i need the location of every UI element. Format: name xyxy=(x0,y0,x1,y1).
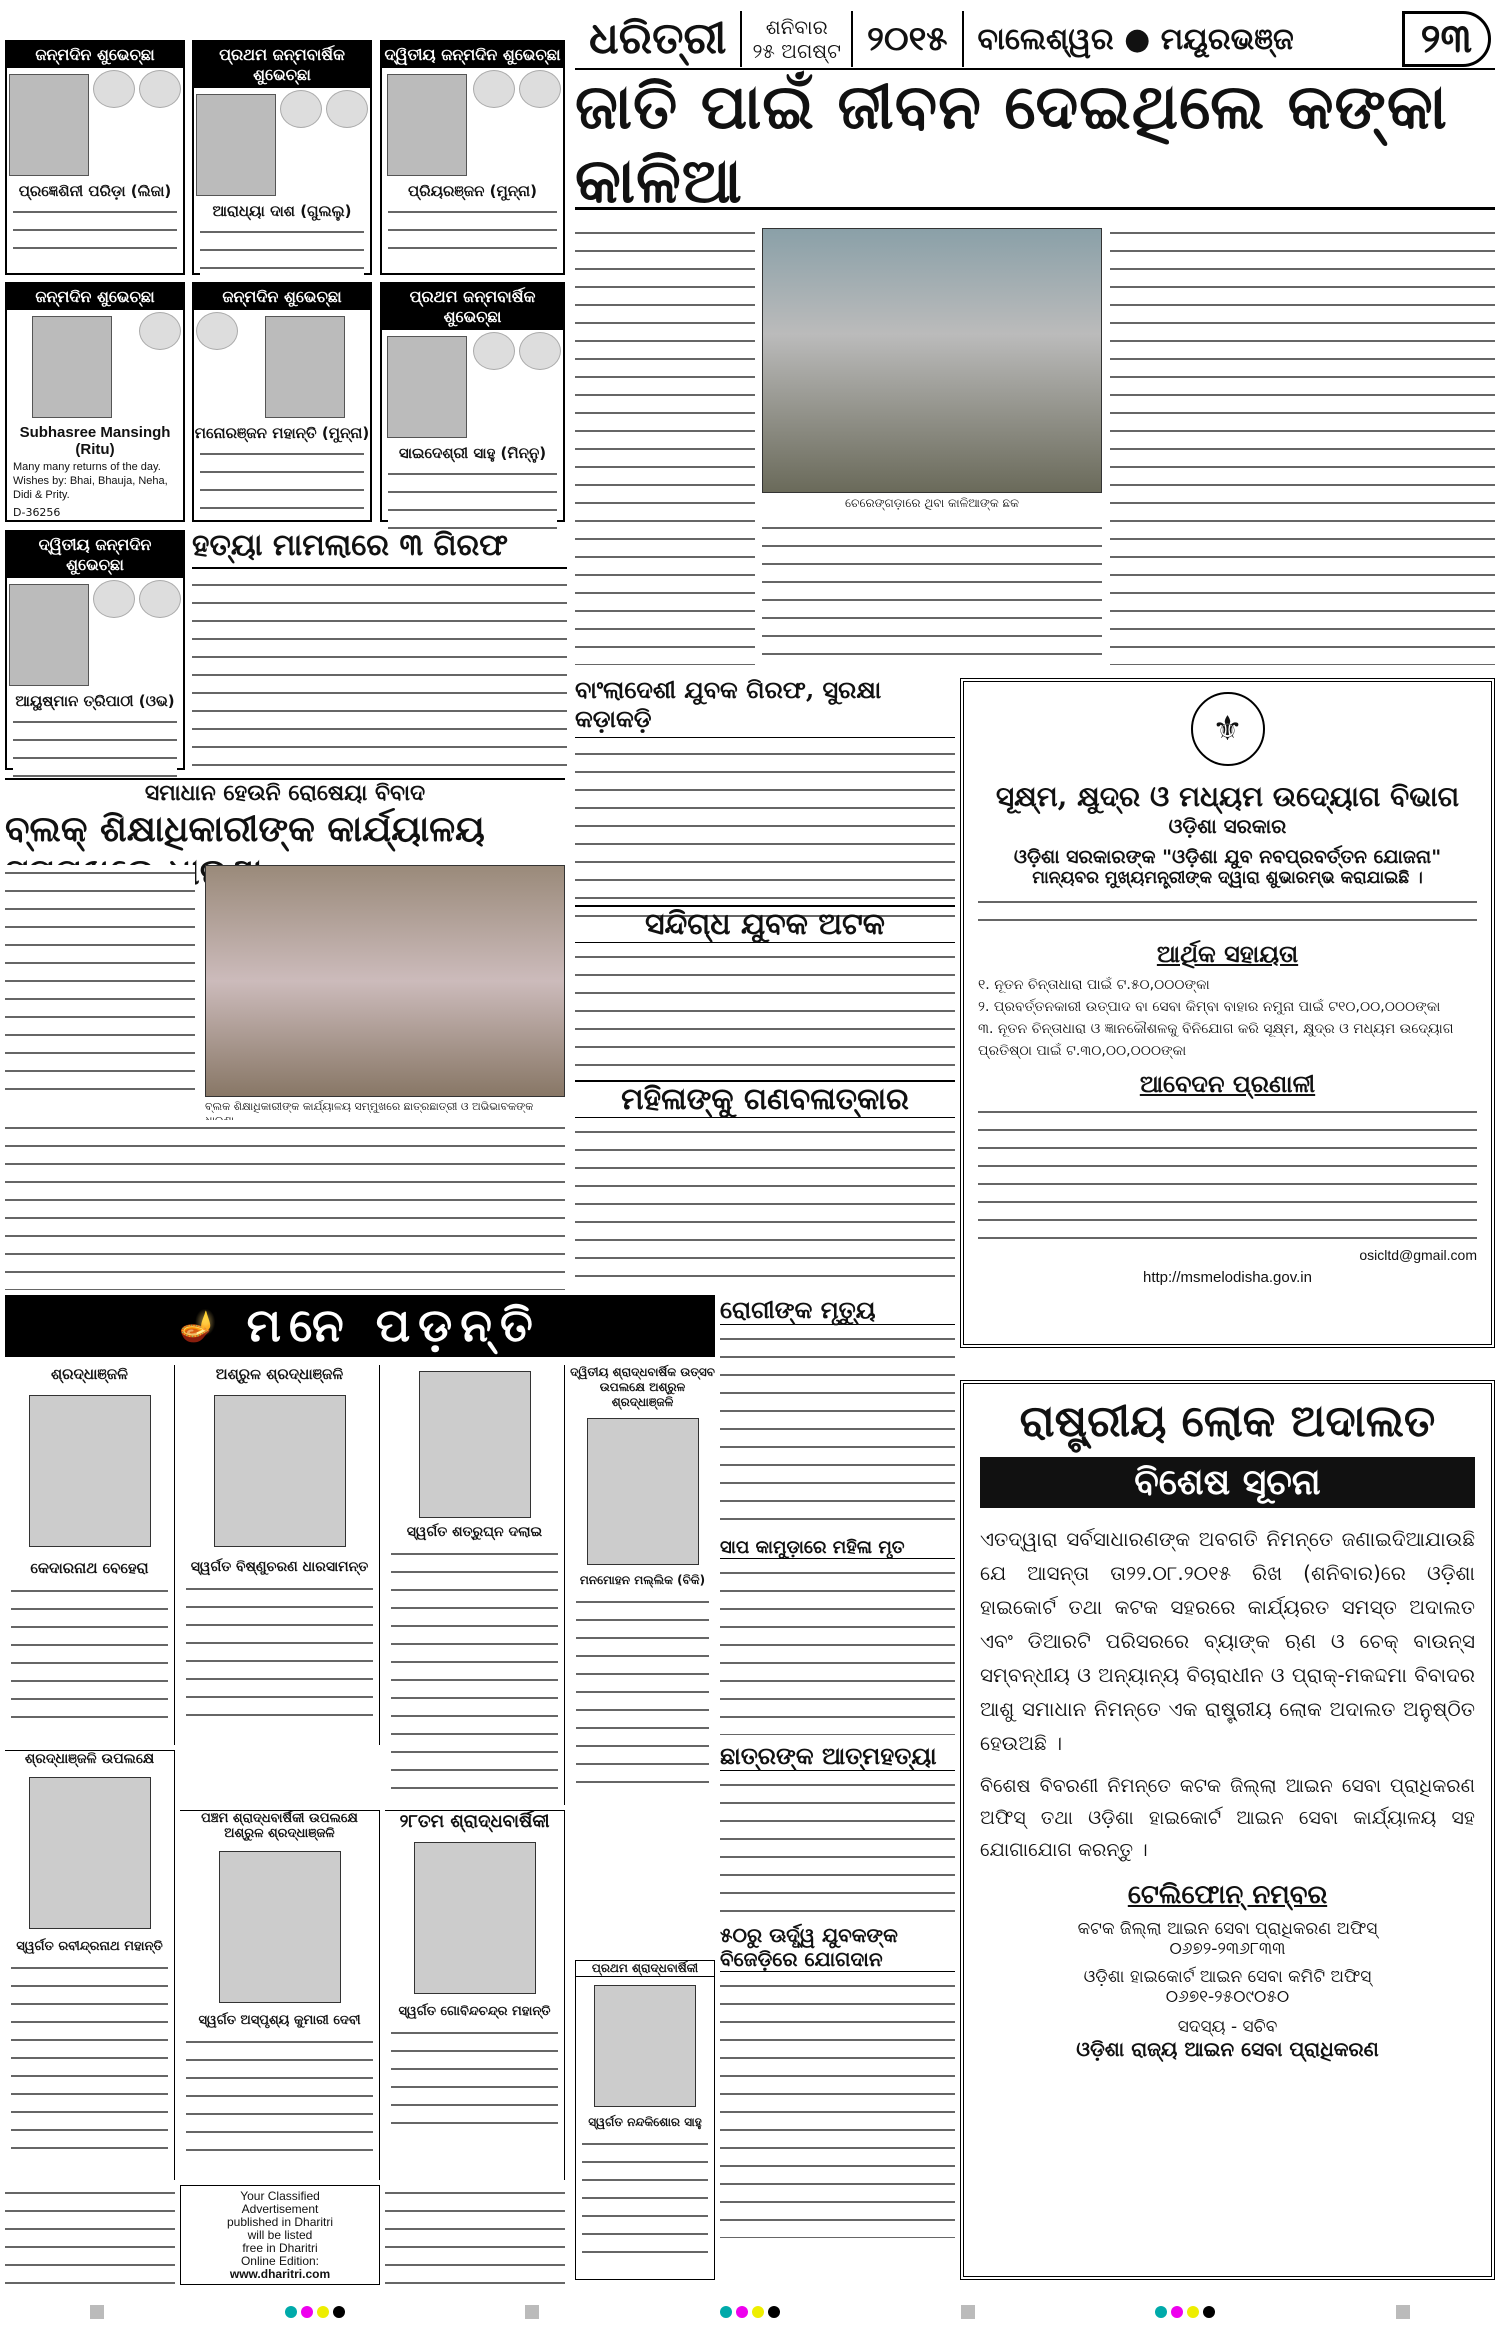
classified-line: Advertisement xyxy=(241,2202,319,2216)
greeting-caption: ପ୍ରଥମ ଜନ୍ମବାର୍ଷିକ ଶୁଭେଚ୍ଛା xyxy=(382,284,563,330)
article-headline: ସନ୍ଦିଗ୍ଧ ଯୁବକ ଅଟକ xyxy=(575,905,955,943)
greeting-photo xyxy=(387,74,467,176)
page-number: ୨୩ xyxy=(1402,11,1491,67)
obituary-text xyxy=(11,1960,168,2160)
aid-item: ୨. ପ୍ରବର୍ତ୍ତନକାରୀ ଉତ୍ପାଦ ବା ସେବା କିମ୍ବା ବାହାର ନମୁନା ପାଇଁ ଟ୧୦,୦୦,୦୦୦ଙ୍କା xyxy=(978,999,1441,1015)
obituary-text xyxy=(186,2034,373,2154)
obituary-text xyxy=(582,2136,708,2266)
registration-mark-icon xyxy=(961,2305,975,2319)
main-headline: ଜାତି ପାଇଁ ଜୀବନ ଦେଇଥିଲେ କଙ୍କା କାଳିଆ xyxy=(575,69,1448,217)
aid-item: ୩. ନୂତନ ଚିନ୍ତାଧାରା ଓ ଜ୍ଞାନକୌଶଳକୁ ବିନିଯୋଗ କରି ସୂକ୍ଷ୍ମ, କ୍ଷୁଦ୍ର ଓ ମଧ୍ୟମ ଉଦ୍ୟୋଗ ପ୍ରତିଷ୍ଠା ପାଇଁ ଟ.୩୦,୦୦,୦୦୦ଙ୍କା xyxy=(978,1021,1454,1059)
greeting-caption: ଜନ୍ମଦିନ ଶୁଭେଚ୍ଛା xyxy=(7,42,183,68)
obituary-photo xyxy=(414,1842,536,1994)
phone-title: ଟେଲିଫୋନ୍ ନମ୍ବର xyxy=(1127,1880,1328,1910)
banner-title: ମନେ ପଡ଼ନ୍ତି xyxy=(246,1298,541,1352)
obituary-name: ସ୍ୱର୍ଗତ ଗୋବିନ୍ଦଚନ୍ଦ୍ର ମହାନ୍ତି xyxy=(398,2004,551,2019)
article-kicker: ସମାଧାନ ହେଉନି ରୋଷେୟା ବିବାଦ xyxy=(144,780,426,806)
obituary xyxy=(385,1365,565,1805)
office-phone: ୦୬୭୧-୨୫୦୯୦୫୦ xyxy=(1165,1987,1290,2007)
print-marks xyxy=(0,2290,1500,2334)
obituary-caption: ଦ୍ୱିତୀୟ ଶ୍ରାଦ୍ଧବାର୍ଷିକ ଉତ୍ସବ ଉପଲକ୍ଷେ ଅଶ୍ରୁଳ ଶ୍ରଦ୍ଧାଞ୍ଜଳି xyxy=(570,1365,715,1409)
newspaper-logo: ଧରିତ୍ରୀ xyxy=(575,11,742,67)
obituary-text xyxy=(576,1594,709,1794)
heart-icon xyxy=(473,70,515,108)
greeting-photo xyxy=(9,584,89,686)
obituary-name: ସ୍ୱର୍ଗତ ଶତ୍ରୁଘ୍ନ ଦଲାଇ xyxy=(406,1524,543,1540)
obituary xyxy=(385,1810,565,2180)
article-body xyxy=(192,577,567,767)
article-rape xyxy=(575,1080,955,1292)
obituary-name: ସ୍ୱର୍ଗତ ବିଷ୍ଣୁଚରଣ ଧାରସାମନ୍ତ xyxy=(190,1559,369,1575)
greeting-text-block xyxy=(13,714,177,784)
obituary-name: କେଦାରନାଥ ବେହେରା xyxy=(30,1559,149,1577)
heart-icon xyxy=(473,332,515,370)
issue-date xyxy=(742,11,853,67)
issue-date-text: ୨୫ ଅଗଷ୍ଟ xyxy=(752,39,842,63)
greeting-name: ପ୍ରଜ୍ଞେଶିନୀ ପରିଡ଼ା (ଲିଜା) xyxy=(18,182,172,200)
block-headline-box xyxy=(5,808,565,858)
greeting-ad xyxy=(5,282,185,522)
ad-code: D-36256 xyxy=(13,506,61,519)
office-phone: ୦୬୭୨-୨୩୬୮୩୩ xyxy=(1169,1939,1286,1959)
main-headline-box xyxy=(575,69,1495,217)
block-photo-caption: ବ୍ଲକ ଶିକ୍ଷାଧିକାରୀଙ୍କ କାର୍ଯ୍ୟାଳୟ ସମ୍ମୁଖରେ ଛାତ୍ରଛାତ୍ରୀ ଓ ଅଭିଭାବକଙ୍କ xyxy=(205,1100,534,1113)
obituary-text xyxy=(186,1581,373,1731)
mane-padanti-banner xyxy=(5,1295,715,1357)
obituary-photo xyxy=(219,1851,341,2003)
greeting-ad xyxy=(192,282,372,522)
article-murder xyxy=(192,528,567,768)
heart-icon xyxy=(93,70,135,108)
ad-email[interactable]: osicltd@gmail.com xyxy=(1359,1247,1477,1263)
lok-adalat-notice xyxy=(960,1380,1495,2280)
greeting-caption: ଦ୍ୱିତୀୟ ଜନ୍ମଦିନ ଶୁଭେଚ୍ଛା xyxy=(7,532,183,578)
greeting-name: ମନୋରଞ୍ଜନ ମହାନ୍ତି (ମୁନ୍ନା) xyxy=(194,424,370,442)
heart-icon xyxy=(519,332,561,370)
notice-body-2: ବିଶେଷ ବିବରଣୀ ନିମନ୍ତେ କଟକ ଜିଲ୍ଲା ଆଇନ ସେବା ପ୍ରାଧିକରଣ ଅଫିସ୍ ତଥା ଓଡ଼ିଶା ହାଇକୋର୍ଟ ଆଇନ ସେବା କାର୍ଯ୍ୟାଳୟ ସହ ଯୋଗାଯୋଗ କରନ୍ତୁ । xyxy=(980,1775,1475,1861)
greeting-name: ଆୟୁଷ୍ମାନ ତ୍ରିପାଠୀ (ଓଭ) xyxy=(15,692,175,710)
obituary-caption: ଅଶ୍ରୁଳ ଶ୍ରଦ୍ଧାଞ୍ଜଳି xyxy=(215,1365,344,1383)
greeting-name: ସାଇଦେଶ୍ରୀ ସାହୁ (ମିନ୍ନୁ) xyxy=(398,444,547,462)
notice-body: ଏତଦ୍ୱାରା ସର୍ବସାଧାରଣଙ୍କ ଅବଗତି ନିମନ୍ତେ ଜଣାଇଦିଆଯାଉଛି ଯେ ଆସନ୍ତା ତା୨୨.୦୮.୨୦୧୫ ରିଖ (ଶନିବାର)ରେ ଓଡ଼ିଶା ହାଇକୋର୍ଟ ତଥା କଟକ ସହରରେ କାର୍ଯ୍ୟରତ ସମସ୍ତ ଅଦାଲତ ଏବଂ ଡିଆରଟି ପରିସରରେ ବ୍ୟାଙ୍କ ଋଣ ଓ ଚେକ୍ ବାଉନ୍ସ ସମ୍ବନ୍ଧୀୟ ଓ ଅନ୍ୟାନ୍ୟ ବିଚାରାଧୀନ ଓ ପ୍ରାକ୍-ମକଦ୍ଦମା ବିବାଦର ଆଶୁ ସମାଧାନ ନିମନ୍ତେ ଏକ ରାଷ୍ଟ୍ରୀୟ ଲୋକ ଅଦାଲତ ଅନୁଷ୍ଠିତ ହେଉଅଛି । xyxy=(980,1527,1475,1755)
aid-item: ୧. ନୂତନ ଚିନ୍ତାଧାରା ପାଇଁ ଟ.୫୦,୦୦୦ଙ୍କା xyxy=(978,977,1210,993)
heart-icon xyxy=(196,312,238,350)
obituary-name: ସ୍ୱର୍ଗତ ନନ୍ଦକିଶୋର ସାହୁ xyxy=(588,2115,702,2129)
obituary xyxy=(180,1810,380,2180)
aid-list xyxy=(978,974,1477,1062)
obituary-name: ସ୍ୱର୍ଗତ ରବୀନ୍ଦ୍ରନାଥ ମହାନ୍ତି xyxy=(16,1939,163,1954)
main-article-photo xyxy=(762,228,1102,493)
registration-mark-icon xyxy=(90,2305,104,2319)
signer-title: ସଦସ୍ୟ - ସଚିବ xyxy=(1177,2017,1278,2037)
article-body xyxy=(720,1331,955,1531)
aid-title: ଆର୍ଥିକ ସହାୟତା xyxy=(1156,940,1299,968)
article-body xyxy=(575,949,955,1069)
article-headline: ବ୍ଲକ୍ ଶିକ୍ଷାଧିକାରୀଙ୍କ କାର୍ଯ୍ୟାଳୟ xyxy=(5,808,485,850)
notice-subtitle: ବିଶେଷ ସୂଚନା xyxy=(980,1457,1475,1508)
greeting-caption: ଜନ୍ମଦିନ ଶୁଭେଚ୍ଛା xyxy=(7,284,183,310)
obituary-caption: ପ୍ରଥମ ଶ୍ରାଦ୍ଧବାର୍ଷିକୀ xyxy=(576,1961,714,1977)
classified-box xyxy=(180,2185,380,2285)
greeting-text-block xyxy=(388,466,557,536)
greeting-wish: Many many returns of the day. Wishes by: Bhai, Bhaujа, Neha, Didi & Prity. xyxy=(13,461,168,501)
obituary-caption: ଶ୍ରଦ୍ଧାଞ୍ଜଳି xyxy=(51,1365,128,1383)
obituary-name: ମନମୋହନ ମଲ୍ଲିକ (ବିକି) xyxy=(579,1573,706,1587)
greeting-photo xyxy=(265,316,345,418)
greeting-photo xyxy=(9,74,89,176)
registration-mark-icon xyxy=(525,2305,539,2319)
office-name: ଓଡ଼ିଶା ହାଇକୋର୍ଟ ଆଇନ ସେବା କମିଟି ଅଫିସ୍ xyxy=(1083,1967,1372,1987)
heart-icon xyxy=(139,580,181,618)
obituary-text xyxy=(385,2185,565,2285)
main-photo-caption: ଚେରେଙ୍ଗଡ଼ାରେ ଥିବା କାଳିଆଙ୍କ ଛକ xyxy=(844,496,1020,510)
greeting-photo xyxy=(32,316,112,418)
greeting-ad xyxy=(380,282,565,522)
heart-icon xyxy=(280,90,322,128)
article-body xyxy=(575,746,955,926)
classified-line: will be listed xyxy=(247,2228,313,2242)
signer-org: ଓଡ଼ିଶା ରାଜ୍ୟ ଆଇନ ସେବା ପ୍ରାଧିକରଣ xyxy=(1076,2037,1379,2061)
article-body xyxy=(575,1124,955,1289)
article-headline: ମହିଳାଙ୍କୁ ଗଣବଳାତ୍କାର xyxy=(575,1080,955,1118)
color-dots-icon xyxy=(285,2306,345,2318)
greeting-text-block xyxy=(200,446,364,516)
obituary-photo xyxy=(587,1418,699,1565)
greeting-ad xyxy=(5,530,185,770)
obituary-photo xyxy=(419,1371,531,1518)
greeting-text-block xyxy=(13,204,177,264)
obituary-text xyxy=(11,1583,168,1733)
article-body xyxy=(5,1120,565,1290)
article-bangladeshi xyxy=(575,675,955,900)
apply-text xyxy=(978,1104,1477,1239)
obituary-photo xyxy=(594,1985,696,2107)
greeting-caption: ଦ୍ୱିତୀୟ ଜନ୍ମଦିନ ଶୁଭେଚ୍ଛା xyxy=(382,42,563,68)
greeting-name: ଆରାଧ୍ୟା ଦାଶ (ଗୁଲଲୁ) xyxy=(212,202,352,220)
obituary-text xyxy=(391,2025,558,2135)
main-article-col3 xyxy=(1110,225,1495,665)
obituary xyxy=(575,1960,715,2280)
classified-line: free in Dharitri xyxy=(242,2241,318,2255)
obituary-photo xyxy=(29,1777,151,1929)
issue-day: ଶନିବାର xyxy=(765,15,828,39)
article-body xyxy=(5,865,195,1097)
obituary-caption: ୨୮ତମ ଶ୍ରାଦ୍ଧବାର୍ଷିକୀ xyxy=(399,1811,550,1832)
article-headline: ହତ୍ୟା ମାମଲାରେ ୩ ଗିରଫ xyxy=(192,528,567,569)
heart-icon xyxy=(139,312,181,350)
classified-line: published in Dharitri xyxy=(226,2215,334,2229)
scheme-launch: ମାନ୍ୟବର ମୁଖ୍ୟମନ୍ତ୍ରୀଙ୍କ ଦ୍ୱାରା ଶୁଭାରମ୍ଭ କରାଯାଇଛି । xyxy=(1032,868,1423,888)
dept-name: ସୂକ୍ଷ୍ମ, କ୍ଷୁଦ୍ର ଓ ମଧ୍ୟମ ଉଦ୍ୟୋଗ ବିଭାଗ xyxy=(995,780,1460,813)
article-headline: ବାଂଲାଦେଶୀ ଯୁବକ ଗିରଫ, ସୁରକ୍ଷା କଡ଼ାକଡ଼ି xyxy=(575,675,955,738)
office-name: କଟକ ଜିଲ୍ଲା ଆଇନ ସେବା ପ୍ରାଧିକରଣ ଅଫିସ୍ xyxy=(1077,1919,1378,1939)
main-article-col1 xyxy=(575,225,755,665)
greeting-text-block xyxy=(200,224,364,284)
govt-name: ଓଡ଼ିଶା ସରକାର xyxy=(1168,814,1287,838)
registration-mark-icon xyxy=(1396,2305,1410,2319)
classified-website[interactable]: www.dharitri.com xyxy=(229,2267,331,2281)
heart-icon xyxy=(326,90,368,128)
obituary-text xyxy=(391,1546,558,1796)
obituary-photo xyxy=(29,1395,151,1547)
article-body xyxy=(720,1777,955,1917)
greeting-caption: ଜନ୍ମଦିନ ଶୁଭେଚ୍ଛା xyxy=(194,284,370,310)
obituary-caption: ପଞ୍ଚମ ଶ୍ରାଦ୍ଧବାର୍ଷିକୀ ଉପଲକ୍ଷେ ଅଶ୍ରୁଳ ଶ୍ରଦ୍ଧାଞ୍ଜଳି xyxy=(201,1811,358,1841)
obituary xyxy=(5,1365,175,1745)
greeting-text-block xyxy=(388,204,557,264)
heart-icon xyxy=(139,70,181,108)
short-news-column xyxy=(720,1295,955,2285)
edition-name: ବାଲେଶ୍ୱର ● ମୟୂରଭଞ୍ଜ xyxy=(977,21,1294,57)
greeting-photo xyxy=(387,336,467,438)
greeting-ad xyxy=(192,40,372,275)
greeting-caption: ପ୍ରଥମ ଜନ୍ମବାର୍ଷିକ ଶୁଭେଚ୍ଛା xyxy=(194,42,370,88)
heart-icon xyxy=(93,580,135,618)
greeting-ad xyxy=(5,40,185,275)
obituary-photo xyxy=(214,1395,346,1547)
classified-line: Online Edition: xyxy=(240,2254,320,2268)
msme-advertisement xyxy=(960,678,1495,1348)
greeting-name: Subhasree Mansingh (Ritu) xyxy=(19,424,171,458)
scheme-name: ଓଡ଼ିଶା ସରକାରଙ୍କ "ଓଡ଼ିଶା ଯୁବ ନବପ୍ରବର୍ତ୍ତନ ଯୋଜନା" xyxy=(1013,846,1442,868)
issue-year: ୨୦୧୫ xyxy=(853,11,963,67)
article-headline: ସାପ କାମୁଡ଼ାରେ ମହିଳା ମୃତ xyxy=(720,1537,955,1559)
emblem-icon: ⚜ xyxy=(1191,692,1265,766)
classified-line: Your Classified xyxy=(240,2189,320,2203)
article-body xyxy=(720,1978,955,2238)
obituary-caption: ଶ୍ରଦ୍ଧାଞ୍ଜଳି ଉପଲକ୍ଷେ xyxy=(24,1751,155,1767)
obituary xyxy=(180,1365,380,1745)
lamp-icon: 🪔 xyxy=(179,1308,217,1344)
apply-title: ଆବେଦନ ପ୍ରଣାଳୀ xyxy=(1139,1070,1316,1098)
greeting-name: ପ୍ରିୟରଞ୍ଜନ (ମୁନ୍ନା) xyxy=(408,182,537,200)
greeting-photo xyxy=(196,94,276,196)
ad-website[interactable]: http://msmelodisha.gov.in xyxy=(1143,1269,1312,1286)
obituary xyxy=(5,1750,175,2180)
heart-icon xyxy=(519,70,561,108)
obituary-text xyxy=(5,2185,175,2285)
color-dots-icon xyxy=(1155,2306,1215,2318)
greeting-ad xyxy=(380,40,565,275)
ad-intro-text xyxy=(978,894,1477,934)
notice-title: ରାଷ୍ଟ୍ରୀୟ ଲୋକ ଅଦାଲତ xyxy=(1019,1396,1436,1447)
obituary xyxy=(570,1365,715,1795)
article-headline: ରୋଗୀଙ୍କ ମୃତ୍ୟୁ xyxy=(720,1295,955,1325)
article-body xyxy=(720,1565,955,1735)
article-headline: ୫୦ରୁ ଊର୍ଦ୍ଧ୍ୱ ଯୁବକଙ୍କ ବିଜେଡ଼ିରେ ଯୋଗଦାନ xyxy=(720,1923,955,1972)
color-dots-icon xyxy=(720,2306,780,2318)
obituary-name: ସ୍ୱର୍ଗତ ଅସ୍ପୃଶ୍ୟ କୁମାରୀ ଦେବୀ xyxy=(198,2013,361,2028)
article-suspect xyxy=(575,905,955,1075)
article-headline: ଛାତ୍ରଙ୍କ ଆତ୍ମହତ୍ୟା xyxy=(720,1741,955,1771)
main-article-col2 xyxy=(762,520,1102,665)
masthead xyxy=(575,10,1495,70)
block-protest-photo xyxy=(205,865,565,1097)
